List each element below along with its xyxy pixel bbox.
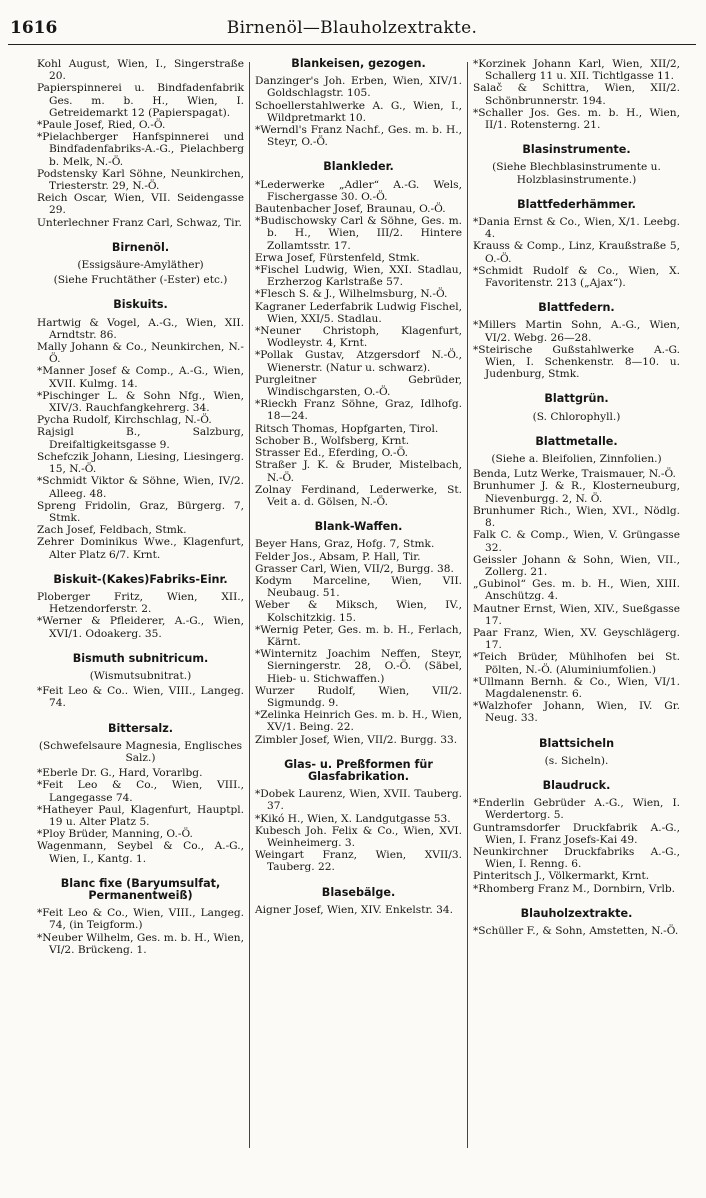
column-1 [34, 58, 247, 1188]
section-heading: Blattfedern. [538, 301, 615, 315]
directory-entry: *Feit Leo & Co., Wien, VIII., Langegasse 74. [37, 779, 244, 804]
directory-entry: *Neuner Christoph, Klagenfurt, Wodleystr. 4, Krnt. [255, 325, 462, 350]
directory-entry: Erwa Josef, Fürstenfeld, Stmk. [255, 251, 420, 264]
directory-entry: *Rhomberg Franz M., Dornbirn, Vrlb. [473, 882, 676, 895]
directory-entry: Strasser Ed., Eferding, O.-Ö. [255, 447, 409, 460]
directory-entry: Guntramsdorfer Druckfabrik A.-G., Wien, I. Franz Josefs-Kai 49. [473, 821, 680, 846]
directory-entry: Krauss & Comp., Linz, Kraußstraße 5, O.-Ö. [473, 240, 680, 265]
directory-entry: Neunkirchner Druckfabriks A.-G., Wien, I. Renng. 6. [473, 845, 680, 871]
directory-entry: *Steirische Gußstahlwerke A.-G. Wien, I. Schenkenstr. 8—10. u. Judenburg, Stmk. [473, 343, 680, 381]
directory-entry: *Feit Leo & Co.. Wien, VIII., Langeg. 74. [37, 685, 244, 710]
section-heading: Blasebälge. [321, 885, 396, 899]
directory-entry: Schefczik Johann, Liesing, Liesingerg. 15, N.-Ö. [37, 450, 244, 476]
directory-entry: *Lederwerke „Adler“ A.-G. Wels, Fischergasse 30. O.-Ö. [255, 178, 462, 203]
directory-entry: Mautner Ernst, Wien, XIV., Sueßgasse 17. [473, 602, 680, 627]
directory-entry: *Teich Brüder, Mühlhofen bei St. Pölten, N.-Ö. (Aluminiumfolien.) [473, 651, 680, 676]
directory-entry: Weingart Franz, Wien, XVII/3. Tauberg. 22. [255, 849, 462, 874]
directory-entry: Straßer J. K. & Bruder, Mistelbach, N.-Ö. [255, 459, 462, 484]
directory-entry: Zimbler Josef, Wien, VII/2. Burgg. 33. [255, 733, 458, 746]
section-heading: Bismuth subnitricum. [72, 651, 209, 665]
directory-entry: Pycha Rudolf, Kirchschlag, N.-Ö. [37, 414, 212, 427]
column-3 [470, 58, 683, 1188]
directory-entry: Brunhumer Rich., Wien, XVI., Nödlg. 8. [473, 504, 680, 530]
directory-entry: Paar Franz, Wien, XV. Geyschlägerg. 17. [473, 626, 680, 652]
directory-entry: Schoellerstahlwerke A. G., Wien, I., Wildpretmarkt 10. [255, 99, 462, 124]
directory-entry: Ploberger Fritz, Wien, XII., Hetzendorferstr. 2. [37, 590, 244, 616]
header-rule [8, 44, 696, 45]
page-number: 1616 [10, 18, 58, 38]
directory-entry: Zach Josef, Feldbach, Stmk. [37, 524, 187, 537]
directory-entry: Zolnay Ferdinand, Lederwerke, St. Veit a. d. Gölsen, N.-Ö. [255, 483, 462, 508]
directory-entry: Kodym Marceline, Wien, VII. Neubaug. 51. [255, 574, 462, 600]
section-heading: Biskuit-(Kakes)Fabriks-Einr. [53, 572, 228, 586]
section-heading: Blattsicheln [538, 736, 615, 750]
directory-columns [34, 58, 698, 1188]
section-heading: Blaudruck. [542, 778, 611, 792]
directory-entry: *Schmidt Rudolf & Co., Wien, X. Favoritenstr. 213 („Ajax“). [473, 264, 680, 290]
directory-entry: Zehrer Dominikus Wwe., Klagenfurt, Alter Platz 6/7. Krnt. [37, 536, 244, 561]
directory-entry: Schober B., Wolfsberg, Krnt. [255, 434, 410, 447]
directory-entry: Felder Jos., Absam, P. Hall, Tir. [255, 550, 421, 563]
directory-entry: *Ploy Brüder, Manning, O.-Ö. [37, 828, 193, 841]
directory-entry: *Eberle Dr. G., Hard, Vorarlbg. [37, 767, 203, 780]
directory-entry: Bautenbacher Josef, Braunau, O.-Ö. [255, 203, 446, 216]
directory-entry: Beyer Hans, Graz, Hofg. 7, Stmk. [255, 538, 435, 551]
directory-entry: *Millers Martin Sohn, A.-G., Wien, VI/2. Webg. 26—28. [473, 319, 680, 344]
directory-entry: *Flesch S. & J., Wilhelmsburg, N.-Ö. [255, 288, 448, 301]
cross-reference-note: (Siehe Blechblasinstrumente u. Holzblasinstrumente.) [492, 161, 661, 186]
directory-entry: *Schüller F., & Sohn, Amstetten, N.-Ö. [473, 924, 679, 937]
directory-entry: *Neuber Wilhelm, Ges. m. b. H., Wien, VI/2. Brückeng. 1. [37, 931, 244, 956]
cross-reference-note: (Wismutsubnitrat.) [89, 669, 192, 682]
directory-entry: „Gubinol“ Ges. m. b. H., Wien, XIII. Anschützg. 4. [473, 578, 680, 603]
column-2 [252, 58, 465, 1188]
directory-entry: Geissler Johann & Sohn, Wien, VII., Zollerg. 21. [473, 553, 680, 578]
column-divider [467, 62, 468, 1148]
directory-entry: *Enderlin Gebrüder A.-G., Wien, I. Werdertorg. 5. [473, 797, 680, 822]
page-title: Birnenöl—Blauholzextrakte. [226, 18, 478, 38]
directory-entry: Ritsch Thomas, Hopfgarten, Tirol. [255, 422, 439, 435]
directory-entry: *Dania Ernst & Co., Wien, X/1. Leebg. 4. [473, 216, 680, 241]
directory-entry: *Feit Leo & Co., Wien, VIII., Langeg. 74, (in Teigform.) [37, 907, 244, 932]
section-heading: Blankeisen, gezogen. [291, 58, 426, 70]
directory-entry: Kagraner Lederfabrik Ludwig Fischel, Wien, XXI/5. Stadlau. [255, 300, 462, 325]
directory-entry: Kubesch Joh. Felix & Co., Wien, XVI. Weinheimerg. 3. [255, 824, 462, 849]
directory-entry: Brunhumer J. & R., Klosterneuburg, Nievenburgg. 2, N. Ö. [473, 480, 680, 505]
directory-entry: *Walzhofer Johann, Wien, IV. Gr. Neug. 33. [473, 700, 680, 725]
directory-entry: *Fischel Ludwig, Wien, XXI. Stadlau, Erzherzog Karlstraße 57. [255, 264, 462, 289]
directory-entry: Podstensky Karl Söhne, Neunkirchen, Triesterstr. 29, N.-Ö. [37, 167, 244, 193]
directory-entry: Danzinger's Joh. Erben, Wien, XIV/1. Goldschlagstr. 105. [255, 75, 462, 100]
directory-entry: *Hatheyer Paul, Klagenfurt, Hauptpl. 19 u. Alter Platz 5. [37, 803, 244, 828]
directory-entry: Weber & Miksch, Wien, IV., Kolschitzkig. 15. [255, 599, 462, 624]
section-heading: Blasinstrumente. [522, 143, 631, 157]
section-heading: Blattmetalle. [535, 434, 618, 448]
section-heading: Blattfederhämmer. [517, 197, 636, 211]
cross-reference-note: (Essigsäure-Amyläther) [77, 259, 204, 272]
directory-entry: Rajsigl B., Salzburg, Dreifaltigkeitsgasse 9. [37, 426, 244, 451]
directory-entry: Mally Johann & Co., Neunkirchen, N.-Ö. [37, 341, 244, 366]
directory-entry: *Manner Josef & Comp., A.-G., Wien, XVII. Kulmg. 14. [37, 365, 244, 390]
section-heading: Birnenöl. [111, 240, 170, 254]
directory-entry: *Korzinek Johann Karl, Wien, XII/2, Schallerg 11 u. XII. Tichtlgasse 11. [473, 58, 680, 83]
directory-entry: *Wernig Peter, Ges. m. b. H., Ferlach, Kärnt. [255, 623, 462, 648]
directory-entry: Salač & Schittra, Wien, XII/2. Schönbrunnerstr. 194. [473, 82, 680, 107]
column-divider [249, 62, 250, 1148]
directory-entry: *Paule Josef, Ried, O.-Ö. [37, 119, 166, 132]
directory-entry: *Schaller Jos. Ges. m. b. H., Wien, II/1. Rotensterng. 21. [473, 106, 680, 132]
directory-entry: Pinteritsch J., Völkermarkt, Krnt. [473, 870, 650, 883]
directory-entry: *Rieckh Franz Söhne, Graz, Idlhofg. 18—24. [255, 398, 462, 423]
directory-entry: Falk C. & Comp., Wien, V. Grüngasse 32. [473, 529, 680, 554]
directory-entry: Wagenmann, Seybel & Co., A.-G., Wien, I., Kantg. 1. [37, 840, 244, 865]
cross-reference-note: (s. Sicheln). [544, 754, 609, 767]
cross-reference-note: (Siehe a. Bleifolien, Zinnfolien.) [491, 453, 662, 466]
directory-entry: *Zelinka Heinrich Ges. m. b. H., Wien, XV/1. Being. 22. [255, 709, 462, 734]
directory-entry: *Pollak Gustav, Atzgersdorf N.-Ö., Wienerstr. (Natur u. schwarz). [255, 349, 462, 374]
directory-entry: Reich Oscar, Wien, VII. Seidengasse 29. [37, 192, 244, 217]
directory-entry: Hartwig & Vogel, A.-G., Wien, XII. Arndtstr. 86. [37, 316, 244, 341]
directory-entry: *Pischinger L. & Sohn Nfg., Wien, XIV/3. Rauchfangkehrerg. 34. [37, 389, 244, 415]
directory-entry: Unterlechner Franz Carl, Schwaz, Tir. [37, 216, 242, 229]
directory-entry: Wurzer Rudolf, Wien, VII/2. Sigmundg. 9. [255, 684, 462, 709]
directory-entry: Grasser Carl, Wien, VII/2, Burgg. 38. [255, 562, 454, 575]
directory-entry: Benda, Lutz Werke, Traismauer, N.-Ö. [473, 468, 676, 481]
section-heading: Blattgrün. [544, 392, 609, 406]
section-heading: Biskuits. [113, 298, 168, 312]
cross-reference-note: (Siehe Fruchtäther (-Ester) etc.) [53, 274, 228, 287]
cross-reference-note: (S. Chlorophyll.) [532, 410, 621, 423]
directory-entry: Purgleitner Gebrüder, Windischgarsten, O.-Ö. [255, 373, 462, 399]
directory-entry: *Winternitz Joachim Neffen, Steyr, Sierningerstr. 28, O.-Ö. (Säbel, Hieb- u. Stichwaffen.) [255, 648, 462, 685]
section-heading: Blankleder. [323, 160, 394, 174]
section-heading: Blanc fixe (Baryumsulfat, Permanentweiß) [60, 876, 221, 902]
section-heading: Blauholzextrakte. [520, 906, 633, 920]
directory-entry: *Schmidt Viktor & Söhne, Wien, IV/2. Alleeg. 48. [37, 475, 244, 500]
directory-entry: Kohl August, Wien, I., Singerstraße 20. [37, 58, 244, 83]
directory-entry: *Kikó H., Wien, X. Landgutgasse 53. [255, 812, 451, 825]
directory-entry: Spreng Fridolin, Graz, Bürgerg. 7, Stmk. [37, 499, 244, 524]
directory-entry: *Werner & Pfleiderer, A.-G., Wien, XVI/1. Odoakerg. 35. [37, 615, 244, 640]
section-heading: Blank-Waffen. [314, 520, 403, 534]
section-heading: Glas- u. Preßformen für Glasfabrikation. [284, 757, 433, 783]
cross-reference-note: (Schwefelsaure Magnesia, Englisches Salz.) [38, 739, 243, 764]
directory-entry: Aigner Josef, Wien, XIV. Enkelstr. 34. [255, 903, 453, 916]
directory-entry: *Dobek Laurenz, Wien, XVII. Tauberg. 37. [255, 788, 462, 813]
page-header [8, 16, 696, 46]
directory-entry: *Pielachberger Hanfspinnerei und Bindfadenfabriks-A.-G., Pielachberg b. Melk, N.-Ö. [37, 131, 244, 168]
directory-entry: *Werndl's Franz Nachf., Ges. m. b. H., Steyr, O.-Ö. [255, 124, 462, 149]
directory-entry: *Ullmann Bernh. & Co., Wien, VI/1. Magdalenenstr. 6. [473, 675, 680, 700]
directory-entry: Papierspinnerei u. Bindfadenfabrik Ges. m. b. H., Wien, I. Getreidemarkt 12 (Papierspagat). [37, 82, 244, 119]
section-heading: Bittersalz. [108, 721, 173, 735]
directory-entry: *Budischowsky Carl & Söhne, Ges. m. b. H., Wien, III/2. Hintere Zollamtsstr. 17. [255, 215, 462, 252]
